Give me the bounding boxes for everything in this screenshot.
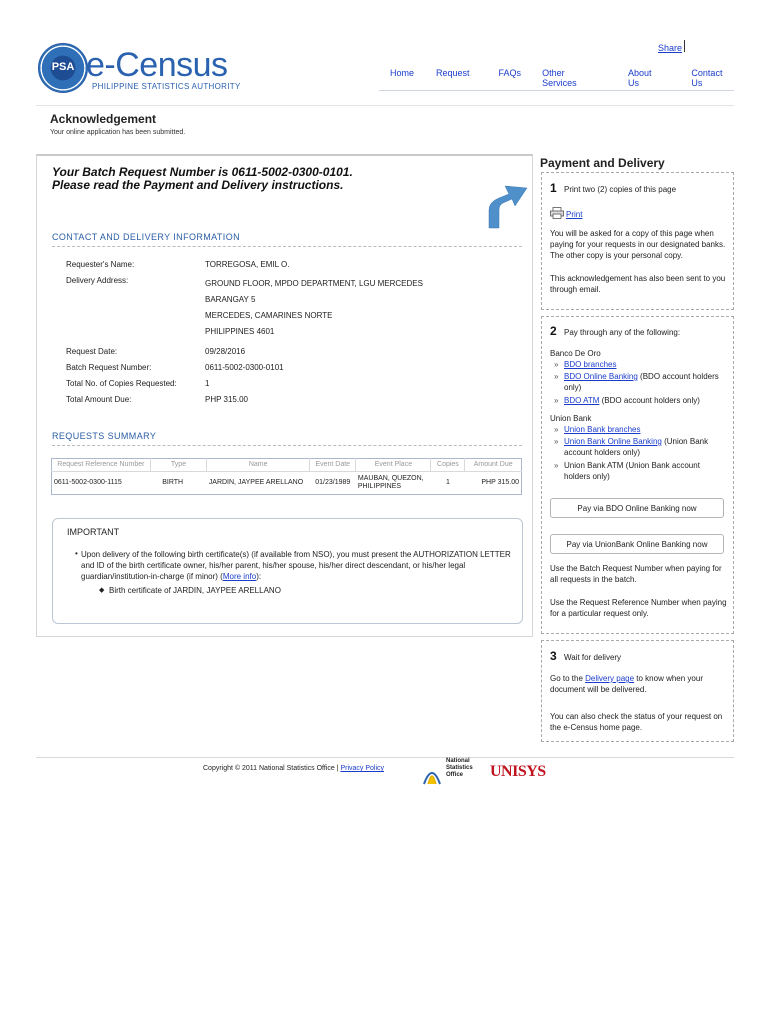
nso-line-3: Office bbox=[446, 772, 464, 778]
ub-branches-item bbox=[554, 424, 726, 435]
bdo-online-link[interactable]: BDO Online Banking bbox=[564, 372, 638, 381]
bdo-online-note: (BDO account holders only) bbox=[564, 372, 719, 392]
table-header-row bbox=[52, 459, 522, 472]
site-header bbox=[36, 38, 734, 108]
arrow-up-right-icon bbox=[485, 182, 529, 230]
double-chevron-icon: » bbox=[554, 461, 559, 470]
address-line-3: MERCEDES, CAMARINES NORTE bbox=[205, 311, 333, 320]
more-info-link[interactable]: More info bbox=[222, 572, 257, 581]
printer-icon[interactable] bbox=[550, 207, 564, 219]
address-line-1: GROUND FLOOR, MPDO DEPARTMENT, LGU MERCEDES bbox=[205, 279, 423, 288]
batch-instructions-line: Please read the Payment and Delivery instructions. bbox=[52, 178, 344, 192]
important-box bbox=[52, 518, 523, 624]
bdo-title: Banco De Oro bbox=[550, 349, 601, 358]
cell-event-place: MAUBAN, QUEZON, PHILIPPINES bbox=[357, 475, 424, 490]
share-link[interactable]: Share bbox=[658, 43, 683, 53]
step-3-number: 3 bbox=[550, 649, 557, 663]
step-3-title: Wait for delivery bbox=[564, 653, 622, 662]
important-sub-item: Birth certificate of JARDIN, JAYPEE ARELLANO bbox=[109, 586, 281, 595]
col-name: Name bbox=[207, 459, 310, 472]
step-1-number: 1 bbox=[550, 181, 557, 195]
privacy-policy-link[interactable]: Privacy Policy bbox=[340, 765, 385, 772]
bdo-online-item bbox=[554, 371, 726, 393]
step-3-text-1-start: Go to the bbox=[550, 674, 586, 683]
step-1-box bbox=[541, 172, 734, 310]
step-1-title: Print two (2) copies of this page bbox=[564, 185, 677, 194]
double-chevron-icon: » bbox=[554, 372, 559, 381]
address-line-4: PHILIPPINES 4601 bbox=[205, 327, 275, 336]
footer-divider bbox=[36, 757, 734, 758]
bdo-branches-link[interactable]: BDO branches bbox=[564, 360, 617, 369]
batch-number-label: Batch Request Number: bbox=[66, 363, 152, 372]
nav-other-services[interactable]: Other Services bbox=[542, 68, 577, 88]
nso-line-2: Statistics bbox=[446, 765, 473, 771]
amount-label: Total Amount Due: bbox=[66, 395, 132, 404]
contact-section-divider bbox=[52, 246, 522, 247]
bullet-dot: • bbox=[75, 549, 78, 558]
col-event-date: Event Date bbox=[310, 459, 356, 472]
nso-line-1: National bbox=[446, 758, 470, 764]
double-chevron-icon: » bbox=[554, 360, 559, 369]
unionbank-title: Union Bank bbox=[550, 414, 592, 423]
summary-section-divider bbox=[52, 445, 522, 446]
cell-amount: PHP 315.00 bbox=[481, 479, 519, 486]
double-chevron-icon: » bbox=[554, 396, 559, 405]
pay-bdo-online-button[interactable]: Pay via BDO Online Banking now bbox=[550, 498, 724, 518]
unisys-logo: UNISYS bbox=[490, 763, 546, 780]
site-logo-text[interactable]: e-Census bbox=[86, 46, 228, 84]
nso-logo-text bbox=[446, 758, 473, 779]
step-1-text-1: You will be asked for a copy of this page when paying for your requests in our designated banks. The other copy is your personal copy. bbox=[550, 229, 726, 260]
site-logo-subtitle: PHILIPPINE STATISTICS AUTHORITY bbox=[92, 82, 241, 91]
payment-delivery-title: Payment and Delivery bbox=[540, 156, 665, 170]
ub-online-item bbox=[554, 436, 726, 458]
step-2-text-1: Use the Batch Request Number when paying for all requests in the batch. bbox=[550, 564, 722, 584]
address-line-2: BARANGAY 5 bbox=[205, 295, 256, 304]
requester-label: Requester's Name: bbox=[66, 260, 135, 269]
col-reference: Request Reference Number bbox=[52, 459, 151, 472]
important-text-end: ): bbox=[256, 572, 262, 581]
important-title: IMPORTANT bbox=[67, 527, 120, 537]
table-row bbox=[52, 472, 522, 495]
psa-seal-logo bbox=[38, 43, 88, 93]
nav-home[interactable]: Home bbox=[390, 68, 415, 78]
page-subtitle: Your online application has been submitted. bbox=[50, 129, 186, 136]
step-2-title: Pay through any of the following: bbox=[564, 328, 681, 337]
important-text bbox=[81, 549, 516, 582]
step-1-text-2: This acknowledgement has also been sent to you through email. bbox=[550, 274, 726, 294]
requester-value: TORREGOSA, EMIL O. bbox=[205, 260, 290, 269]
cell-copies: 1 bbox=[445, 479, 450, 486]
batch-request-heading bbox=[52, 166, 353, 192]
header-divider bbox=[36, 105, 734, 106]
double-chevron-icon: » bbox=[554, 437, 559, 446]
delivery-page-link[interactable]: Delivery page bbox=[585, 674, 635, 683]
step-3-box bbox=[541, 640, 734, 742]
acknowledgement-panel bbox=[36, 154, 533, 637]
cell-name: JARDIN, JAYPEE ARELLANO bbox=[208, 479, 304, 486]
col-event-place: Event Place bbox=[356, 459, 431, 472]
batch-request-line: Your Batch Request Number is 0611-5002-0300-0101. bbox=[52, 165, 353, 179]
page-title: Acknowledgement bbox=[50, 112, 157, 126]
double-chevron-icon: » bbox=[554, 425, 559, 434]
cell-type: BIRTH bbox=[162, 479, 184, 486]
summary-section-title: REQUESTS SUMMARY bbox=[52, 431, 157, 441]
step-3-text-2: You can also check the status of your request on the e-Census home page. bbox=[550, 712, 723, 732]
bdo-branches-item bbox=[554, 359, 726, 370]
ub-branches-link[interactable]: Union Bank branches bbox=[564, 425, 641, 434]
sub-bullet-circle: ◆ bbox=[99, 587, 105, 594]
step-2-text-2: Use the Request Reference Number when paying for a particular request only. bbox=[550, 598, 727, 618]
step-2-box bbox=[541, 316, 734, 634]
requests-table bbox=[51, 458, 522, 495]
col-amount: Amount Due bbox=[465, 459, 522, 472]
cell-reference: 0611-5002-0300-1115 bbox=[54, 479, 122, 486]
amount-value: PHP 315.00 bbox=[205, 395, 248, 404]
step-2-number: 2 bbox=[550, 324, 557, 338]
important-text-main: Upon delivery of the following birth certificate(s) (if available from NSO), you must present the AUTHORIZATION LETTER and ID of the birth certificate owner, his/her parent, his/her spouse, his/her direct descendant, or his/her legal guardian/institution-in-charge (if minor) ( bbox=[81, 550, 511, 581]
share-divider bbox=[684, 40, 685, 52]
ub-atm-text: Union Bank ATM (Union Bank account holders only) bbox=[564, 461, 700, 481]
bdo-atm-link[interactable]: BDO ATM bbox=[564, 396, 600, 405]
psa-seal-text: PSA bbox=[51, 61, 75, 73]
main-nav bbox=[379, 63, 734, 91]
bdo-atm-item bbox=[554, 395, 726, 406]
footer-copyright bbox=[203, 765, 384, 772]
step-3-text-1-end: to know when your document will be delivered. bbox=[550, 674, 703, 694]
nav-contact-us[interactable]: Contact Us bbox=[691, 68, 723, 88]
batch-number-value: 0611-5002-0300-0101 bbox=[205, 363, 284, 372]
nav-about-us[interactable]: About Us bbox=[628, 68, 652, 88]
address-label: Delivery Address: bbox=[66, 276, 129, 285]
nav-faqs[interactable]: FAQs bbox=[498, 68, 522, 78]
col-type: Type bbox=[150, 459, 207, 472]
request-date-value: 09/28/2016 bbox=[205, 347, 246, 356]
copyright-text: Copyright © 2011 National Statistics Office | bbox=[203, 765, 341, 772]
print-link[interactable]: Print bbox=[566, 210, 583, 219]
bdo-atm-note: (BDO account holders only) bbox=[599, 396, 700, 405]
contact-section-title: CONTACT AND DELIVERY INFORMATION bbox=[52, 232, 240, 242]
col-copies: Copies bbox=[431, 459, 465, 472]
step-3-text-1 bbox=[550, 673, 728, 695]
ub-online-note: (Union Bank account holders only) bbox=[564, 437, 709, 457]
ub-atm-item bbox=[554, 460, 726, 482]
copies-value: 1 bbox=[205, 379, 210, 388]
pay-unionbank-online-button[interactable]: Pay via UnionBank Online Banking now bbox=[550, 534, 724, 554]
cell-event-date: 01/23/1989 bbox=[315, 479, 351, 486]
ub-online-link[interactable]: Union Bank Online Banking bbox=[564, 437, 662, 446]
request-date-label: Request Date: bbox=[66, 347, 118, 356]
copies-label: Total No. of Copies Requested: bbox=[66, 379, 177, 388]
nav-request[interactable]: Request bbox=[436, 68, 470, 78]
